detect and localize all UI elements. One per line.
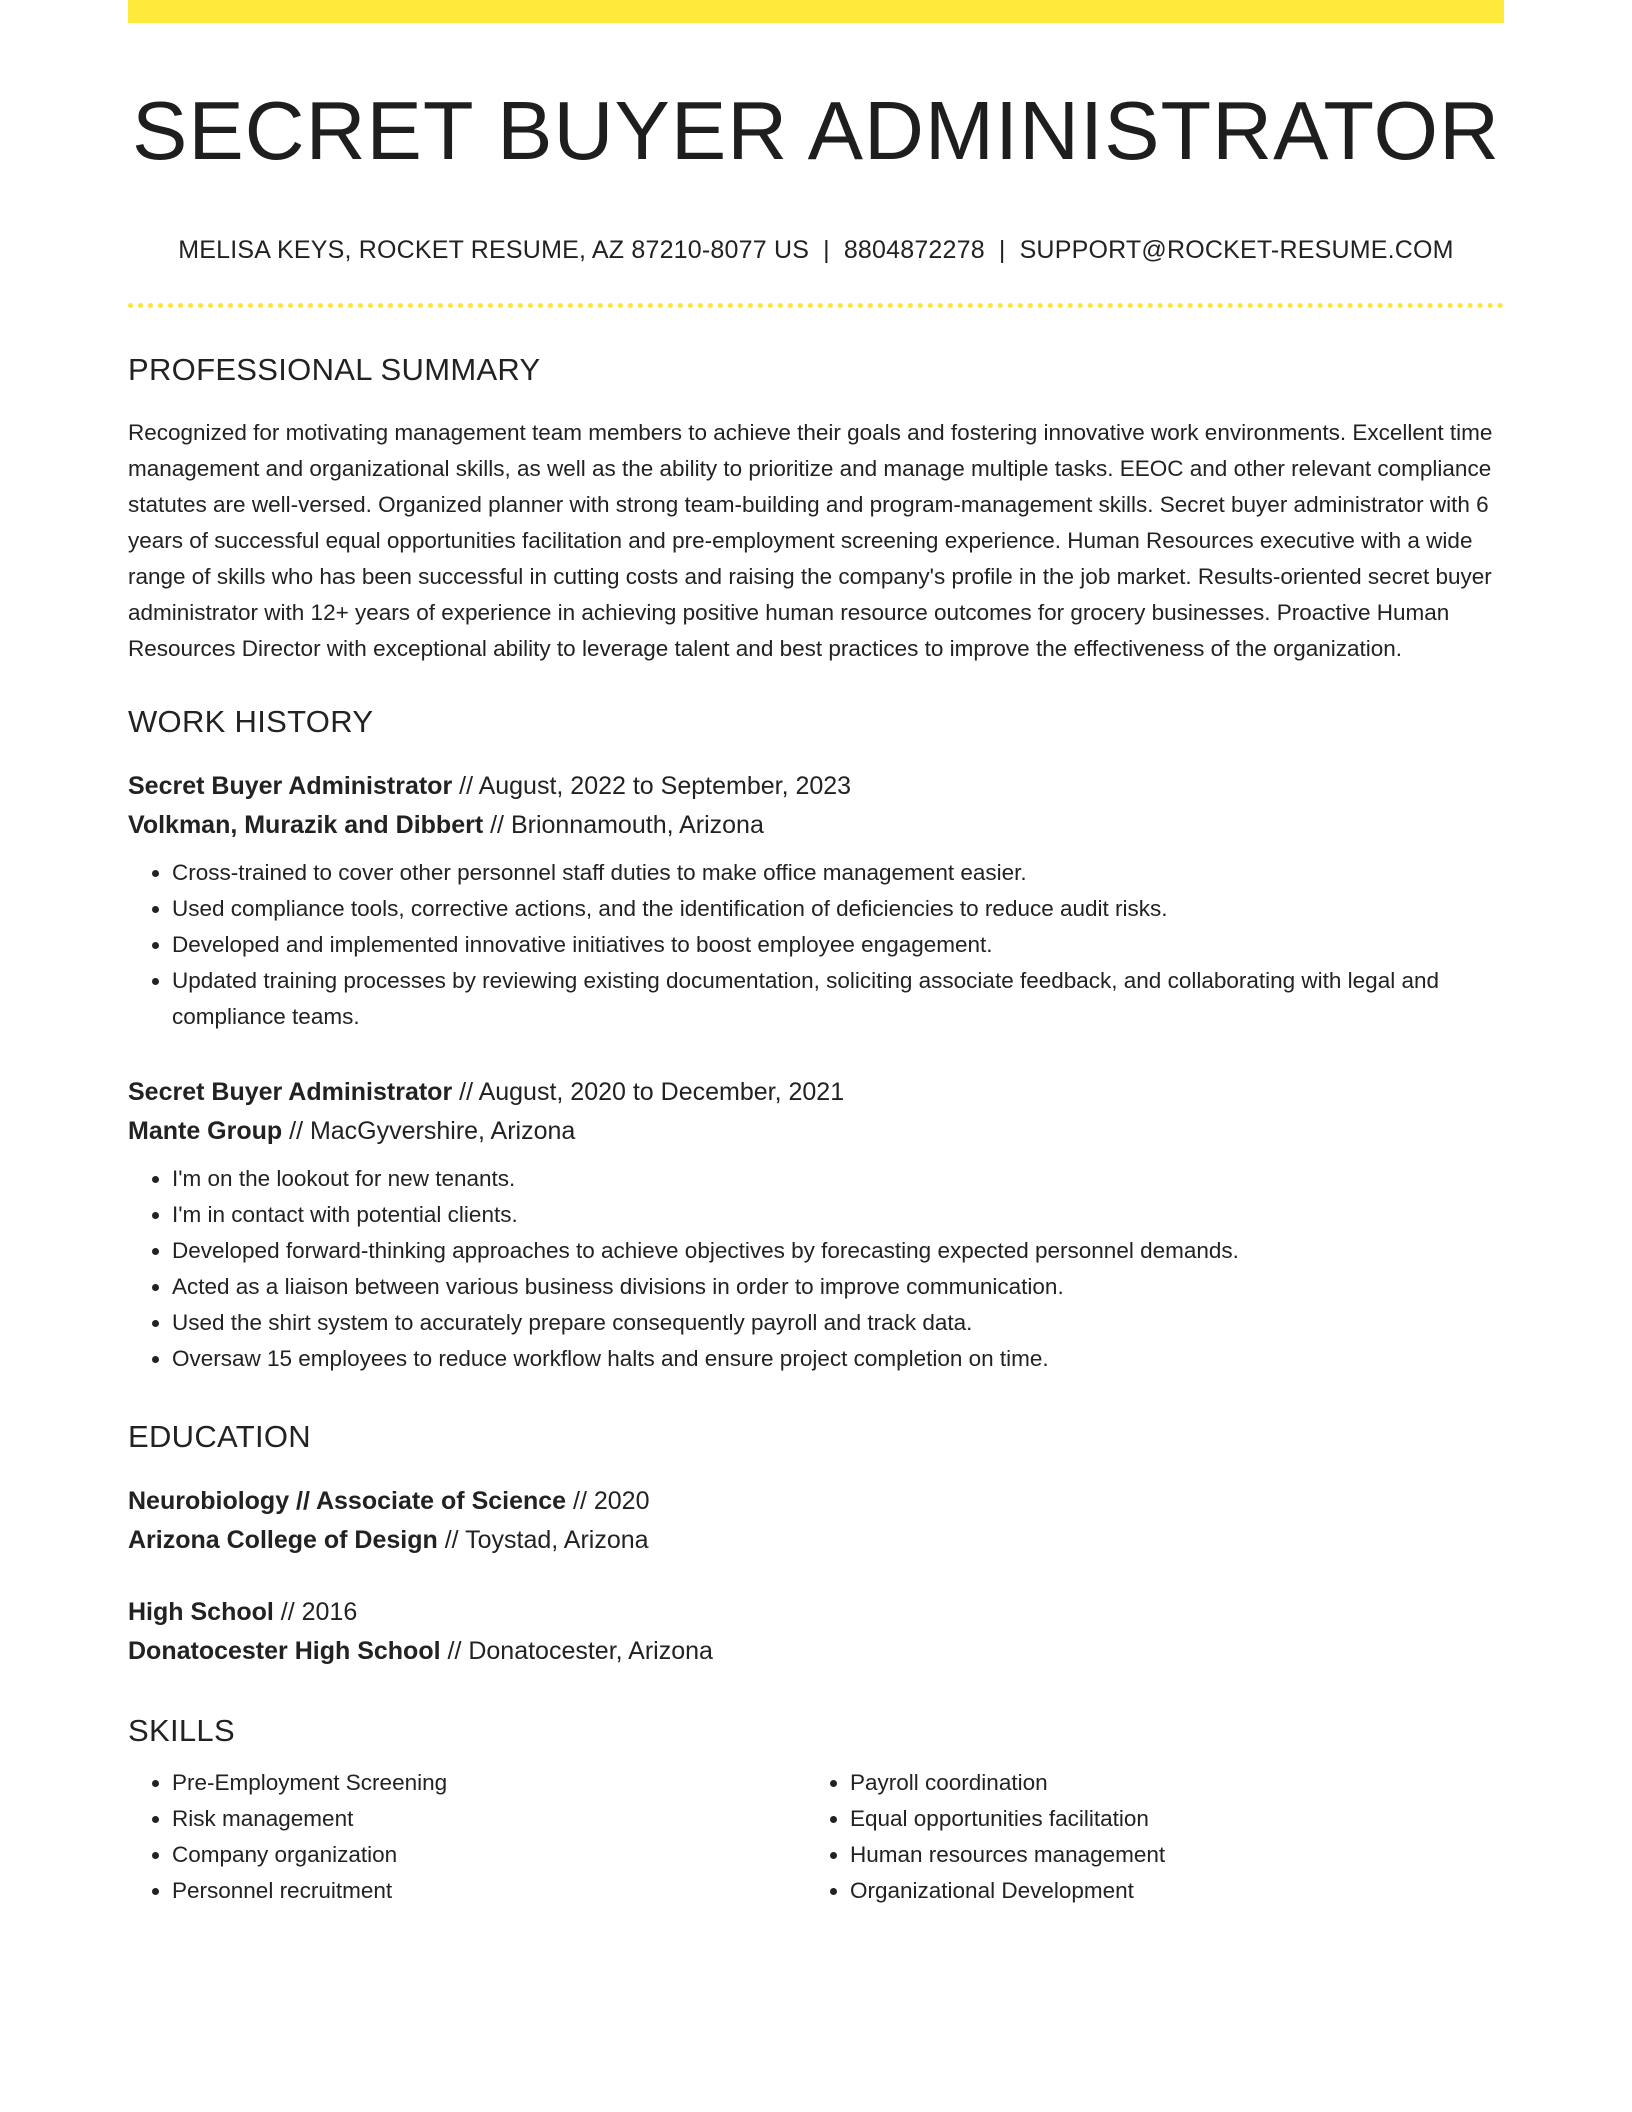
job-bullets bbox=[128, 1161, 1504, 1377]
education-school: Donatocester High School bbox=[128, 1637, 441, 1666]
list-item: • Personnel recruitment bbox=[172, 1873, 806, 1909]
education-school-line bbox=[128, 1521, 1504, 1560]
education-degree: High School bbox=[128, 1598, 274, 1627]
education-location: // Donatocester, Arizona bbox=[440, 1637, 713, 1666]
work-history-heading: WORK HISTORY bbox=[128, 704, 374, 740]
contact-address: MELISA KEYS, ROCKET RESUME, AZ 87210-8077 US bbox=[178, 236, 810, 265]
list-item: • Pre-Employment Screening bbox=[172, 1765, 806, 1801]
resume-page bbox=[128, 0, 1504, 1909]
education-heading: EDUCATION bbox=[128, 1419, 311, 1455]
dotted-divider bbox=[128, 303, 1504, 308]
education-school-line bbox=[128, 1632, 1504, 1671]
skills-list-left bbox=[128, 1765, 806, 1909]
summary-text: Recognized for motivating management team members to achieve their goals and fostering innovative work environments. Excellent time management and organizational skills, as well as the ability to prioritize and manage multiple tasks. EEOC and other relevant compliance statutes are well-versed. Organized planner with strong team-building and program-management skills. Secret buyer administrator with 6 years of successful equal opportunities facilitation and pre-employment screening experience. Human Resources executive with a wide range of skills who has been successful in cutting costs and raising the company's profile in the job market. Results-oriented secret buyer administrator with 12+ years of experience in achieving positive human resource outcomes for grocery businesses. Proactive Human Resources Director with exceptional ability to leverage talent and best practices to improve the effectiveness of the organization. bbox=[128, 420, 1493, 662]
list-item: • Oversaw 15 employees to reduce workflow halts and ensure project completion on time. bbox=[172, 1341, 1504, 1377]
job-location: // MacGyvershire, Arizona bbox=[282, 1117, 576, 1146]
list-item: • Equal opportunities facilitation bbox=[850, 1801, 1484, 1837]
education-year: // 2016 bbox=[273, 1598, 358, 1627]
contact-separator: | bbox=[823, 236, 830, 265]
summary-heading: PROFESSIONAL SUMMARY bbox=[128, 352, 541, 388]
list-item: • Used compliance tools, corrective actions, and the identification of deficiencies to reduce audit risks. bbox=[172, 891, 1504, 927]
list-item: • Human resources management bbox=[850, 1837, 1484, 1873]
list-item: • Updated training processes by reviewing existing documentation, soliciting associate feedback, and collaborating with legal and compliance teams. bbox=[172, 963, 1504, 1035]
job-title-line bbox=[128, 1073, 1504, 1112]
list-item: • Payroll coordination bbox=[850, 1765, 1484, 1801]
education-entry bbox=[128, 1482, 1504, 1560]
list-item: • Risk management bbox=[172, 1801, 806, 1837]
education-degree: Neurobiology // Associate of Science bbox=[128, 1487, 567, 1516]
education-year: // 2020 bbox=[566, 1487, 650, 1516]
list-item: • Organizational Development bbox=[850, 1873, 1484, 1909]
resume-title: SECRET BUYER ADMINISTRATOR bbox=[131, 84, 1501, 177]
job-entry bbox=[128, 767, 1504, 1035]
contact-separator: | bbox=[998, 236, 1006, 265]
job-role: Secret Buyer Administrator bbox=[128, 1078, 453, 1107]
skills-columns bbox=[128, 1765, 1504, 1909]
contact-email: SUPPORT@ROCKET-RESUME.COM bbox=[1019, 236, 1454, 265]
list-item: • I'm on the lookout for new tenants. bbox=[172, 1161, 1504, 1197]
education-degree-line bbox=[128, 1482, 1504, 1521]
job-company: Volkman, Murazik and Dibbert bbox=[128, 811, 484, 840]
education-school: Arizona College of Design bbox=[128, 1526, 438, 1555]
list-item: • Company organization bbox=[172, 1837, 806, 1873]
list-item: • I'm in contact with potential clients. bbox=[172, 1197, 1504, 1233]
skills-heading: SKILLS bbox=[128, 1713, 235, 1749]
education-entry bbox=[128, 1593, 1504, 1671]
education-location: // Toystad, Arizona bbox=[437, 1526, 649, 1555]
list-item: • Developed forward-thinking approaches to achieve objectives by forecasting expected personnel demands. bbox=[172, 1233, 1504, 1269]
job-entry bbox=[128, 1073, 1504, 1377]
top-accent-bar bbox=[128, 0, 1504, 23]
list-item: • Used the shirt system to accurately prepare consequently payroll and track data. bbox=[172, 1305, 1504, 1341]
list-item: • Acted as a liaison between various business divisions in order to improve communication. bbox=[172, 1269, 1504, 1305]
list-item: • Developed and implemented innovative initiatives to boost employee engagement. bbox=[172, 927, 1504, 963]
education-degree-line bbox=[128, 1593, 1504, 1632]
job-company: Mante Group bbox=[128, 1117, 283, 1146]
contact-line bbox=[128, 236, 1504, 265]
job-company-line bbox=[128, 1112, 1504, 1151]
list-item: • Cross-trained to cover other personnel staff duties to make office management easier. bbox=[172, 855, 1504, 891]
job-company-line bbox=[128, 806, 1504, 845]
contact-phone: 8804872278 bbox=[843, 236, 985, 265]
skills-list-right bbox=[806, 1765, 1484, 1909]
job-dates: // August, 2022 to September, 2023 bbox=[452, 772, 852, 801]
job-title-line bbox=[128, 767, 1504, 806]
job-dates: // August, 2020 to December, 2021 bbox=[452, 1078, 845, 1107]
job-bullets bbox=[128, 855, 1504, 1035]
job-role: Secret Buyer Administrator bbox=[128, 772, 453, 801]
job-location: // Brionnamouth, Arizona bbox=[483, 811, 764, 840]
